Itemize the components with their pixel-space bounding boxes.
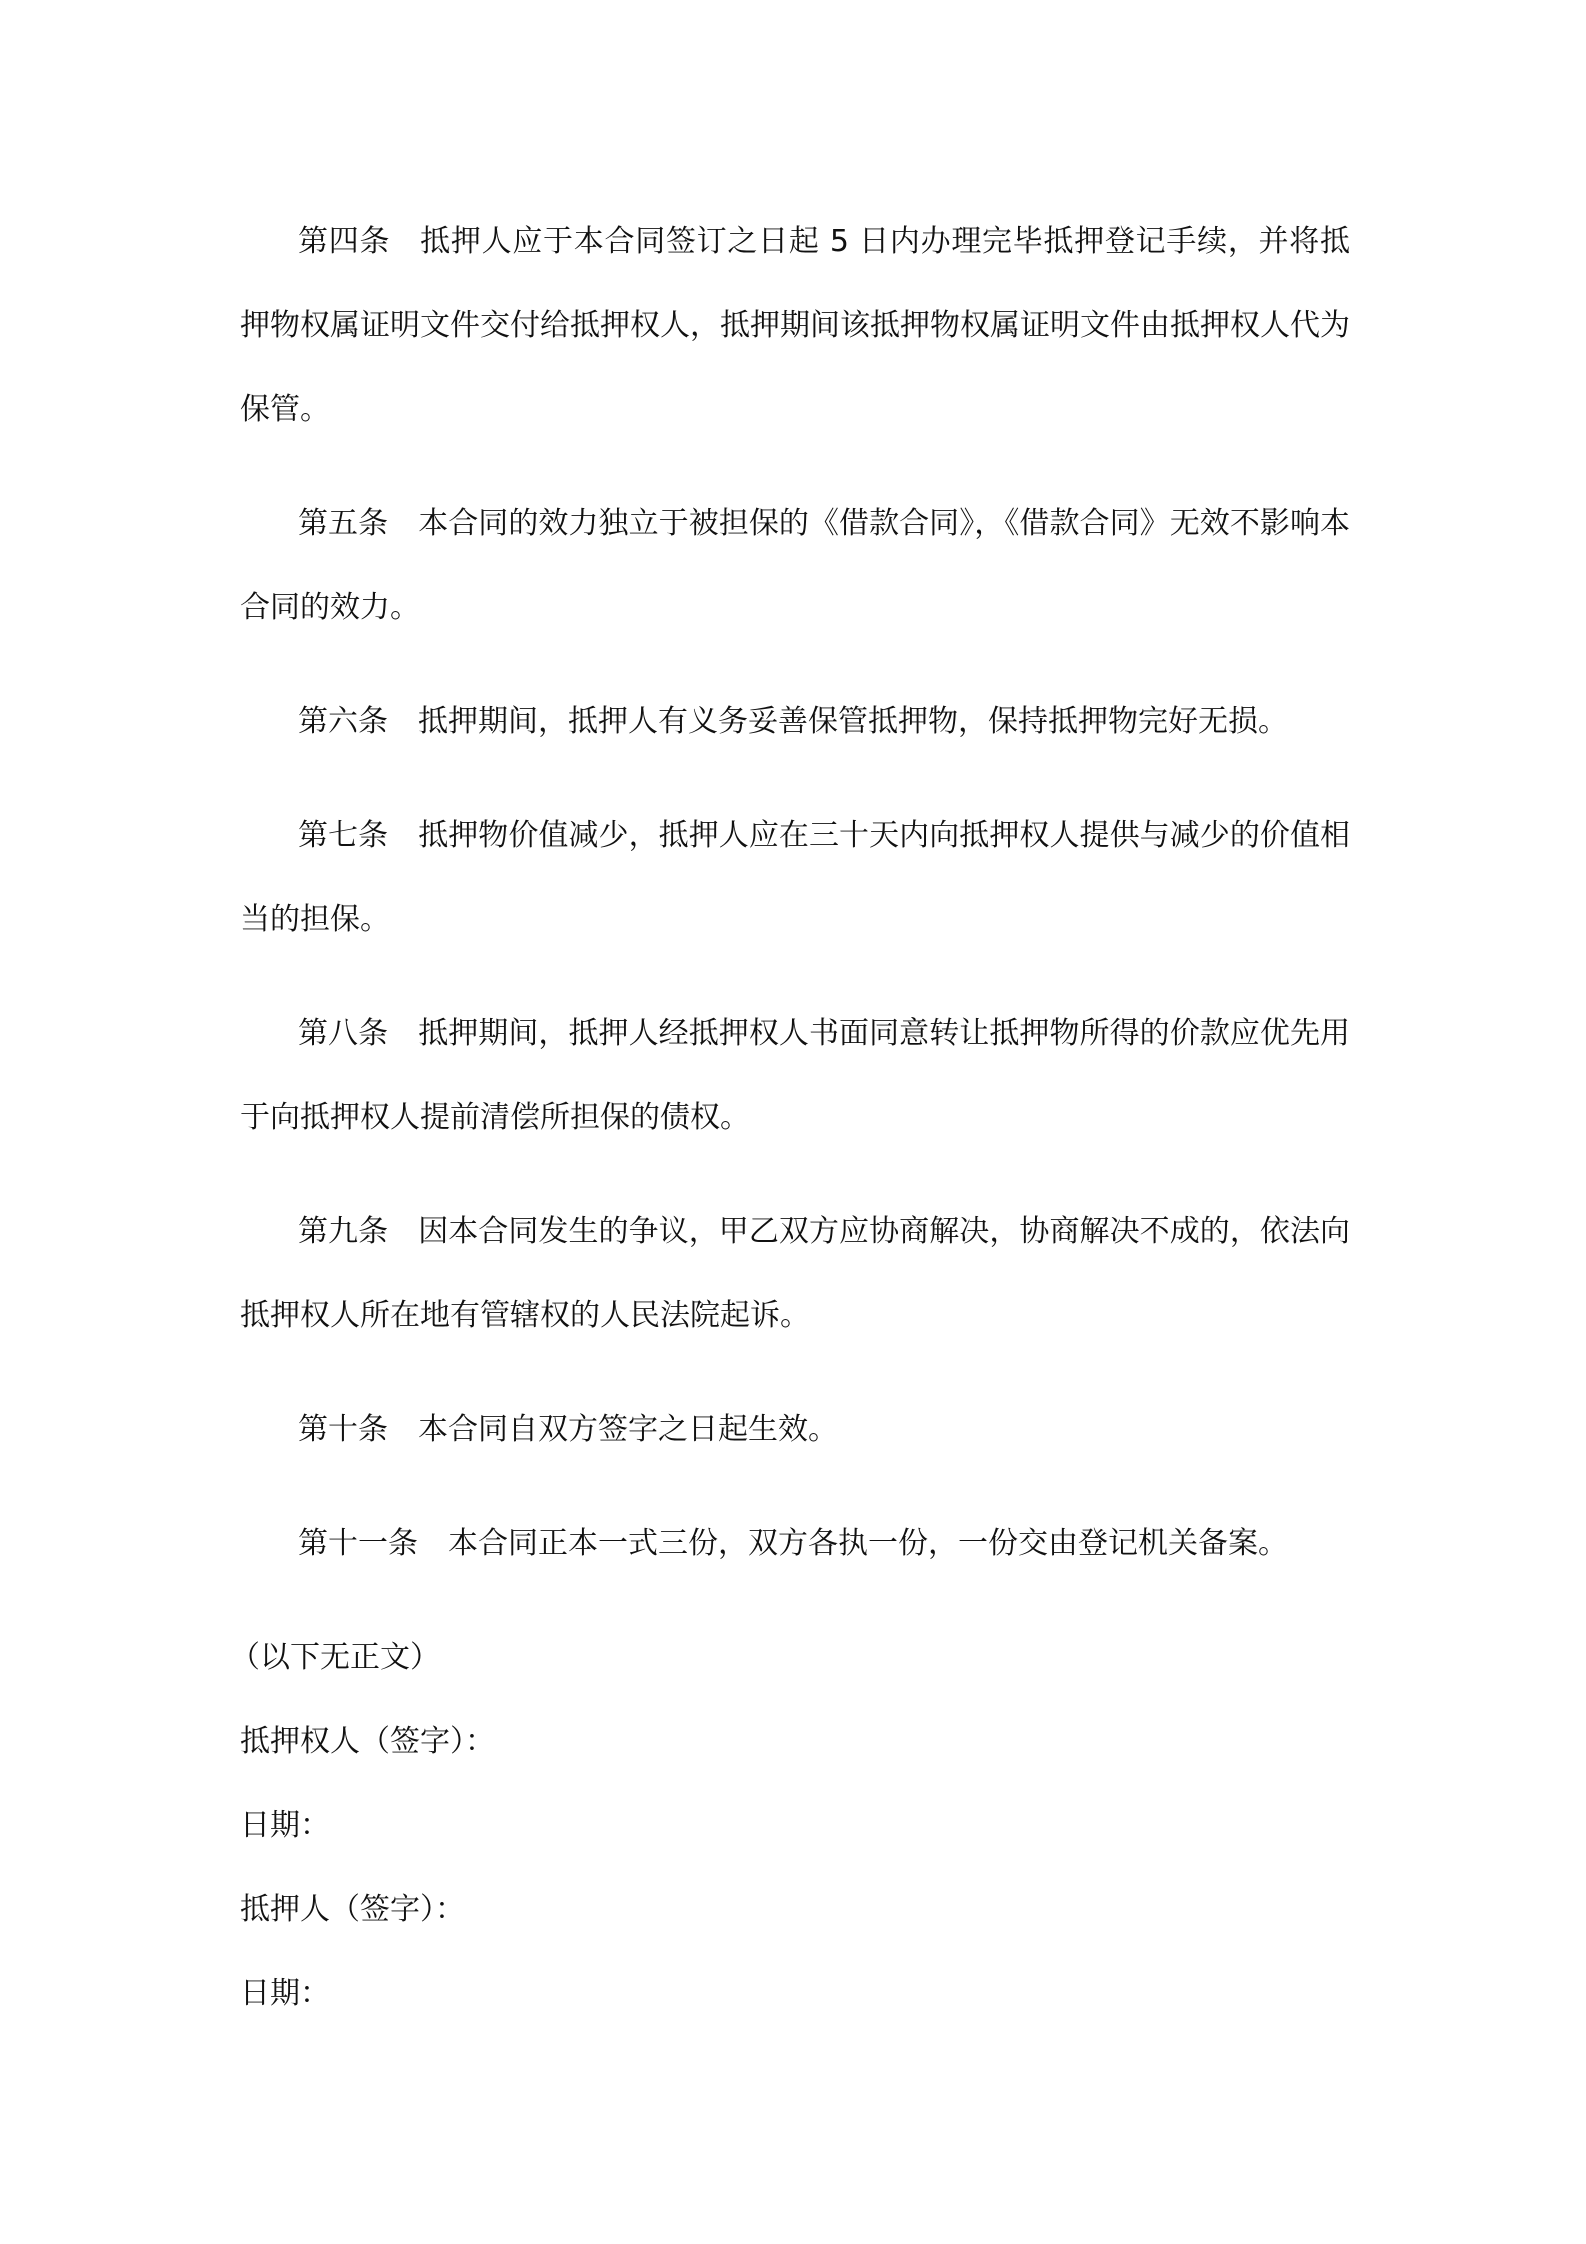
clause-number: 第七条 (298, 818, 389, 853)
clause-text: 抵押期间，抵押人有义务妥善保管抵押物，保持抵押物完好无损。 (418, 704, 1288, 739)
clause-text: 因本合同发生的争议，甲乙双方应协商解决，协商解决不成的，依法向抵押权人所在地有管辖权的人民法院起诉。 (240, 1214, 1351, 1333)
clause-number: 第九条 (298, 1214, 389, 1249)
clause-10 (240, 1388, 1350, 1472)
clause-number: 第五条 (298, 506, 389, 541)
clause-8 (240, 992, 1350, 1160)
clause-number: 第八条 (298, 1016, 389, 1051)
clause-7 (240, 794, 1350, 962)
clause-text: 抵押期间，抵押人经抵押权人书面同意转让抵押物所得的价款应优先用于向抵押权人提前清偿所担保的债权。 (240, 1016, 1351, 1135)
clause-number: 第四条 (298, 224, 391, 259)
clause-5 (240, 482, 1350, 650)
clause-number: 第十条 (298, 1412, 388, 1447)
mortgagor-signature-label: 抵押人（签字）： (240, 1892, 465, 1927)
clause-text: 本合同正本一式三份，双方各执一份，一份交由登记机关备案。 (448, 1526, 1288, 1561)
clause-4 (240, 200, 1350, 452)
clause-number: 第六条 (298, 704, 388, 739)
clause-number: 第十一条 (298, 1526, 418, 1561)
clause-text: 本合同的效力独立于被担保的《借款合同》，《借款合同》无效不影响本合同的效力。 (240, 506, 1351, 625)
mortgagee-signature-label: 抵押权人（签字）： (240, 1724, 495, 1759)
clause-text: 抵押人应于本合同签订之日起 5 日内办理完毕抵押登记手续，并将抵押物权属证明文件交付给抵押权人，抵押期间该抵押物权属证明文件由抵押权人代为保管。 (240, 224, 1350, 427)
document-body (230, 200, 1351, 2036)
clause-9 (240, 1190, 1350, 1358)
clause-text: 本合同自双方签字之日起生效。 (418, 1412, 838, 1447)
mortgagor-date-label: 日期： (240, 1976, 330, 2011)
clause-6 (240, 680, 1350, 764)
no-further-text-note: （以下无正文） (230, 1640, 440, 1675)
mortgagee-date-label: 日期： (240, 1808, 330, 1843)
clause-text: 抵押物价值减少，抵押人应在三十天内向抵押权人提供与减少的价值相当的担保。 (240, 818, 1351, 937)
clause-11 (240, 1502, 1350, 1586)
